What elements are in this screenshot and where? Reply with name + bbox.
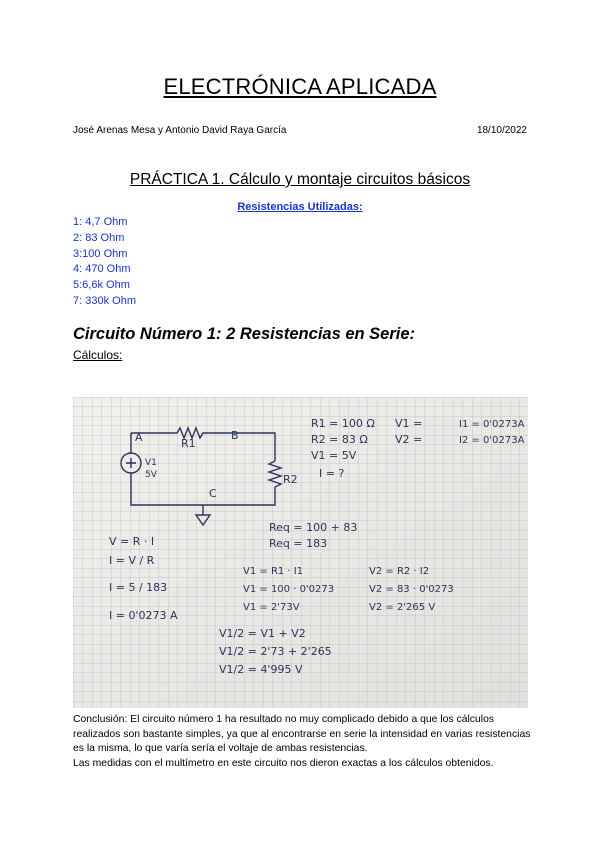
list-item: 2: 83 Ohm	[73, 231, 125, 244]
v1-value: 5V	[145, 470, 157, 480]
conclusion-measurements: Las medidas con el multímetro en este circuito nos dieron exactas a los cálculos obtenidos.	[73, 757, 494, 769]
v1-substitution: V1 = 100 · 0'0273	[243, 584, 335, 595]
given-v1: V1 = 5V	[311, 449, 357, 462]
v2-result: V2 = 2'265 V	[369, 602, 436, 613]
v1-label: V1	[145, 458, 157, 468]
v2-given: V2 =	[395, 433, 423, 446]
v2-formula: V2 = R2 · I2	[369, 566, 430, 577]
req-result: Req = 183	[269, 537, 328, 550]
i-formula: I = V / R	[109, 554, 155, 567]
vsum-result: V1/2 = 4'995 V	[219, 663, 303, 676]
resistencias-list	[73, 215, 136, 310]
node-a: A	[135, 431, 143, 444]
list-item: 7: 330k Ohm	[73, 294, 136, 307]
resistencias-heading: Resistencias Utilizadas:	[237, 201, 363, 213]
i1-given: I1 = 0'0273A	[459, 419, 525, 430]
list-item: 4: 470 Ohm	[73, 263, 131, 276]
i-result: I = 0'0273 A	[109, 609, 178, 622]
i2-given: I2 = 0'0273A	[459, 435, 525, 446]
v1-result: V1 = 2'73V	[243, 602, 300, 613]
practica-title: PRÁCTICA 1. Cálculo y montaje circuitos básicos	[129, 171, 471, 188]
list-item: 1: 4,7 Ohm	[73, 216, 128, 228]
node-c: C	[209, 487, 217, 500]
circuito-heading: Circuito Número 1: 2 Resistencias en Serie:	[73, 325, 416, 343]
conclusion	[73, 713, 533, 771]
r2-label: R2	[283, 473, 298, 486]
list-item: 3:100 Ohm	[73, 247, 128, 260]
v2-substitution: V2 = 83 · 0'0273	[369, 584, 454, 595]
given-r2: R2 = 83 Ω	[311, 433, 368, 446]
given-i: I = ?	[319, 467, 345, 480]
i-substitution: I = 5 / 183	[109, 581, 168, 594]
document-title: ELECTRÓNICA APLICADA	[163, 74, 437, 99]
given-r1: R1 = 100 Ω	[311, 417, 375, 430]
v1-given: V1 =	[395, 417, 423, 430]
req-sum: Req = 100 + 83	[269, 521, 358, 534]
list-item: 5:6,6k Ohm	[73, 279, 130, 292]
r1-label: R1	[181, 437, 196, 450]
conclusion-text: Conclusión: El circuito número 1 ha resultado no muy complicado debido a que los cálculos realizados son bastante simples, ya que al encontrarse en serie la intensidad en varias resistencias es la misma, lo que varía sería el voltaje de ambas resistencias.	[73, 714, 531, 755]
ohm-law: V = R · I	[109, 535, 155, 548]
date: 18/10/2022	[476, 125, 527, 136]
v1-formula: V1 = R1 · I1	[243, 566, 304, 577]
node-b: B	[231, 429, 239, 442]
authors: José Arenas Mesa y Antonio David Raya García	[73, 125, 287, 136]
calculos-label: Cálculos:	[73, 348, 123, 362]
vsum-formula: V1/2 = V1 + V2	[219, 627, 306, 640]
vsum-substitution: V1/2 = 2'73 + 2'265	[219, 645, 332, 658]
handwritten-calculations-photo	[73, 397, 528, 708]
